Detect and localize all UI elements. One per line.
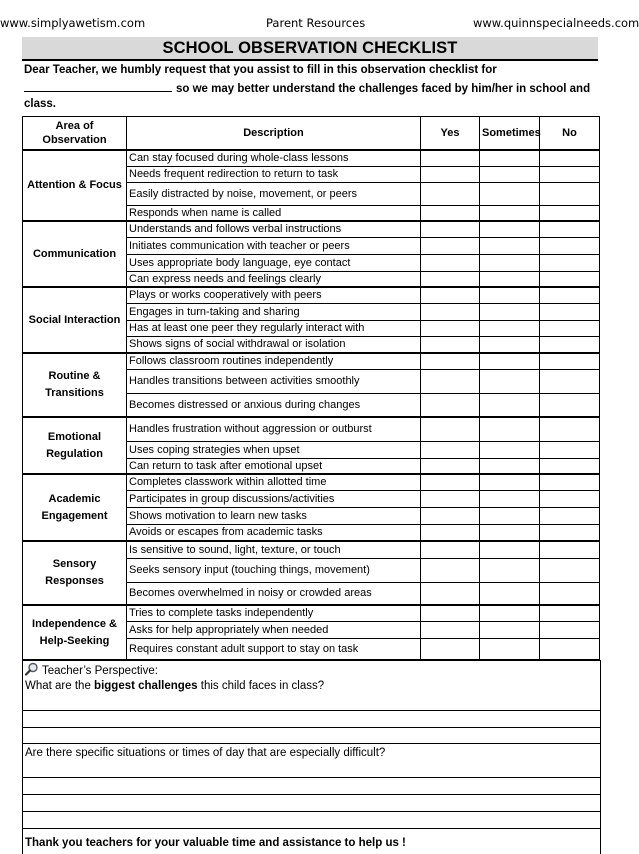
answer-cell-yes[interactable]: [421, 237, 480, 254]
area-label: Academic Engagement: [23, 474, 127, 541]
answer-cell-yes[interactable]: [421, 605, 480, 621]
item-description: Follows classroom routines independently: [127, 353, 421, 369]
answer-line[interactable]: [23, 811, 600, 812]
answer-cell-no[interactable]: [540, 254, 600, 271]
answer-cell-sometimes[interactable]: [480, 271, 540, 287]
answer-cell-yes[interactable]: [421, 621, 480, 638]
item-description: Avoids or escapes from academic tasks: [127, 524, 421, 541]
area-label: Social Interaction: [23, 287, 127, 353]
table-row: [23, 221, 600, 237]
answer-cell-no[interactable]: [540, 458, 600, 474]
item-description: Can express needs and feelings clearly: [127, 271, 421, 287]
answer-cell-no[interactable]: [540, 393, 600, 417]
answer-cell-sometimes[interactable]: [480, 474, 540, 490]
answer-cell-no[interactable]: [540, 237, 600, 254]
answer-cell-no[interactable]: [540, 507, 600, 524]
table-header-row: [23, 117, 600, 151]
answer-cell-no[interactable]: [540, 490, 600, 507]
answer-cell-sometimes[interactable]: [480, 621, 540, 638]
answer-cell-no[interactable]: [540, 541, 600, 558]
answer-cell-yes[interactable]: [421, 507, 480, 524]
question-2: Are there specific situations or times of day that are especially difficult?: [25, 747, 386, 759]
observation-table: [22, 116, 600, 661]
answer-cell-yes[interactable]: [421, 254, 480, 271]
answer-cell-yes[interactable]: [421, 474, 480, 490]
answer-cell-sometimes[interactable]: [480, 458, 540, 474]
answer-cell-no[interactable]: [540, 621, 600, 638]
answer-cell-sometimes[interactable]: [480, 582, 540, 605]
answer-cell-sometimes[interactable]: [480, 221, 540, 237]
magnifier-icon: [25, 662, 39, 676]
area-label: Independence & Help-Seeking: [23, 605, 127, 660]
answer-cell-yes[interactable]: [421, 393, 480, 417]
answer-cell-yes[interactable]: [421, 490, 480, 507]
item-description: Uses coping strategies when upset: [127, 441, 421, 458]
col-header-description: Description: [127, 117, 421, 151]
item-description: Uses appropriate body language, eye contact: [127, 254, 421, 271]
answer-cell-no[interactable]: [540, 271, 600, 287]
answer-line[interactable]: [23, 777, 600, 778]
answer-cell-no[interactable]: [540, 336, 600, 353]
perspective-heading-text: Teacher’s Perspective:: [42, 665, 158, 677]
answer-cell-sometimes[interactable]: [480, 182, 540, 205]
table-row: [23, 541, 600, 558]
perspective-heading: [25, 662, 158, 677]
answer-cell-no[interactable]: [540, 417, 600, 441]
answer-cell-sometimes[interactable]: [480, 237, 540, 254]
item-description: Asks for help appropriately when needed: [127, 621, 421, 638]
col-header-yes: Yes: [421, 117, 480, 151]
item-description: Can stay focused during whole-class lessons: [127, 150, 421, 166]
table-row: [23, 150, 600, 166]
answer-cell-yes[interactable]: [421, 336, 480, 353]
answer-cell-no[interactable]: [540, 369, 600, 393]
answer-cell-yes[interactable]: [421, 287, 480, 303]
answer-cell-yes[interactable]: [421, 524, 480, 541]
answer-cell-yes[interactable]: [421, 582, 480, 605]
answer-cell-yes[interactable]: [421, 441, 480, 458]
answer-cell-no[interactable]: [540, 353, 600, 369]
answer-cell-sometimes[interactable]: [480, 441, 540, 458]
item-description: Engages in turn-taking and sharing: [127, 303, 421, 320]
answer-cell-sometimes[interactable]: [480, 336, 540, 353]
answer-cell-yes[interactable]: [421, 271, 480, 287]
item-description: Becomes overwhelmed in noisy or crowded areas: [127, 582, 421, 605]
answer-cell-yes[interactable]: [421, 303, 480, 320]
answer-cell-no[interactable]: [540, 441, 600, 458]
answer-cell-sometimes[interactable]: [480, 254, 540, 271]
answer-cell-sometimes[interactable]: [480, 638, 540, 660]
answer-cell-yes[interactable]: [421, 182, 480, 205]
table-row: [23, 287, 600, 303]
item-description: Initiates communication with teacher or peers: [127, 237, 421, 254]
answer-cell-no[interactable]: [540, 303, 600, 320]
answer-cell-sometimes[interactable]: [480, 417, 540, 441]
item-description: Needs frequent redirection to return to task: [127, 166, 421, 182]
question-1-bold: biggest challenges: [94, 680, 198, 692]
intro-line-3: class.: [24, 98, 56, 110]
item-description: Responds when name is called: [127, 205, 421, 221]
answer-cell-sometimes[interactable]: [480, 369, 540, 393]
col-header-sometimes: Sometimes: [480, 117, 540, 151]
question-1-pre: What are the: [25, 680, 95, 692]
answer-cell-no[interactable]: [540, 166, 600, 182]
answer-cell-yes[interactable]: [421, 458, 480, 474]
item-description: Handles frustration without aggression or outburst: [127, 417, 421, 441]
question-1-post: this child faces in class?: [197, 680, 325, 692]
answer-cell-no[interactable]: [540, 605, 600, 621]
answer-cell-sometimes[interactable]: [480, 303, 540, 320]
answer-cell-sometimes[interactable]: [480, 558, 540, 582]
answer-cell-yes[interactable]: [421, 558, 480, 582]
answer-cell-no[interactable]: [540, 582, 600, 605]
answer-cell-yes[interactable]: [421, 150, 480, 166]
answer-cell-no[interactable]: [540, 205, 600, 221]
answer-cell-no[interactable]: [540, 150, 600, 166]
item-description: Becomes distressed or anxious during changes: [127, 393, 421, 417]
table-row: [23, 353, 600, 369]
answer-cell-yes[interactable]: [421, 166, 480, 182]
page-title: SCHOOL OBSERVATION CHECKLIST: [22, 37, 598, 61]
answer-cell-no[interactable]: [540, 638, 600, 660]
col-header-area: Area of Observation: [23, 117, 127, 151]
answer-cell-no[interactable]: [540, 558, 600, 582]
answer-cell-sometimes[interactable]: [480, 490, 540, 507]
area-label: Communication: [23, 221, 127, 287]
answer-line[interactable]: [23, 743, 600, 744]
answer-cell-sometimes[interactable]: [480, 287, 540, 303]
answer-cell-no[interactable]: [540, 474, 600, 490]
item-description: Seeks sensory input (touching things, movement): [127, 558, 421, 582]
answer-cell-yes[interactable]: [421, 320, 480, 336]
answer-cell-yes[interactable]: [421, 417, 480, 441]
answer-cell-sometimes[interactable]: [480, 507, 540, 524]
answer-cell-no[interactable]: [540, 182, 600, 205]
answer-cell-no[interactable]: [540, 320, 600, 336]
item-description: Tries to complete tasks independently: [127, 605, 421, 621]
answer-cell-sometimes[interactable]: [480, 205, 540, 221]
answer-cell-yes[interactable]: [421, 369, 480, 393]
teacher-perspective-section: [22, 660, 601, 854]
item-description: Understands and follows verbal instructions: [127, 221, 421, 237]
answer-line[interactable]: [23, 727, 600, 728]
col-header-no: No: [540, 117, 600, 151]
table-row: [23, 605, 600, 621]
table-row: [23, 474, 600, 490]
answer-cell-yes[interactable]: [421, 638, 480, 660]
answer-cell-no[interactable]: [540, 287, 600, 303]
answer-line[interactable]: [23, 828, 600, 829]
answer-cell-yes[interactable]: [421, 541, 480, 558]
item-description: Is sensitive to sound, light, texture, or touch: [127, 541, 421, 558]
item-description: Participates in group discussions/activities: [127, 490, 421, 507]
answer-cell-yes[interactable]: [421, 221, 480, 237]
answer-cell-sometimes[interactable]: [480, 150, 540, 166]
table-row: [23, 417, 600, 441]
area-label: Emotional Regulation: [23, 417, 127, 474]
intro-line-1: Dear Teacher, we humbly request that you assist to fill in this observation checklist for: [24, 64, 497, 76]
area-label: Routine & Transitions: [23, 353, 127, 417]
item-description: Plays or works cooperatively with peers: [127, 287, 421, 303]
intro-line-2-text: so we may better understand the challenges faced by him/her in school and: [176, 83, 591, 95]
question-1: [25, 680, 324, 692]
header-right-url: www.quinnspecialneeds.com: [473, 16, 639, 30]
answer-cell-sometimes[interactable]: [480, 541, 540, 558]
header-left-url: www.simplyawetism.com: [0, 16, 146, 30]
answer-cell-yes[interactable]: [421, 353, 480, 369]
student-name-blank[interactable]: [24, 81, 172, 92]
area-label: Attention & Focus: [23, 150, 127, 221]
answer-cell-sometimes[interactable]: [480, 605, 540, 621]
answer-cell-sometimes[interactable]: [480, 166, 540, 182]
answer-cell-sometimes[interactable]: [480, 524, 540, 541]
thank-you-note: Thank you teachers for your valuable time and assistance to help us !: [25, 837, 406, 849]
item-description: Requires constant adult support to stay on task: [127, 638, 421, 660]
answer-cell-yes[interactable]: [421, 205, 480, 221]
answer-cell-no[interactable]: [540, 524, 600, 541]
item-description: Shows signs of social withdrawal or isolation: [127, 336, 421, 353]
answer-cell-sometimes[interactable]: [480, 353, 540, 369]
intro-line-2: [24, 81, 590, 95]
header-center-label: Parent Resources: [266, 16, 366, 30]
area-label: Sensory Responses: [23, 541, 127, 605]
item-description: Shows motivation to learn new tasks: [127, 507, 421, 524]
checklist-body: [23, 150, 600, 660]
item-description: Can return to task after emotional upset: [127, 458, 421, 474]
item-description: Completes classwork within allotted time: [127, 474, 421, 490]
item-description: Easily distracted by noise, movement, or peers: [127, 182, 421, 205]
answer-line[interactable]: [23, 710, 600, 711]
answer-cell-sometimes[interactable]: [480, 320, 540, 336]
item-description: Handles transitions between activities smoothly: [127, 369, 421, 393]
item-description: Has at least one peer they regularly interact with: [127, 320, 421, 336]
answer-line[interactable]: [23, 794, 600, 795]
answer-cell-no[interactable]: [540, 221, 600, 237]
answer-cell-sometimes[interactable]: [480, 393, 540, 417]
